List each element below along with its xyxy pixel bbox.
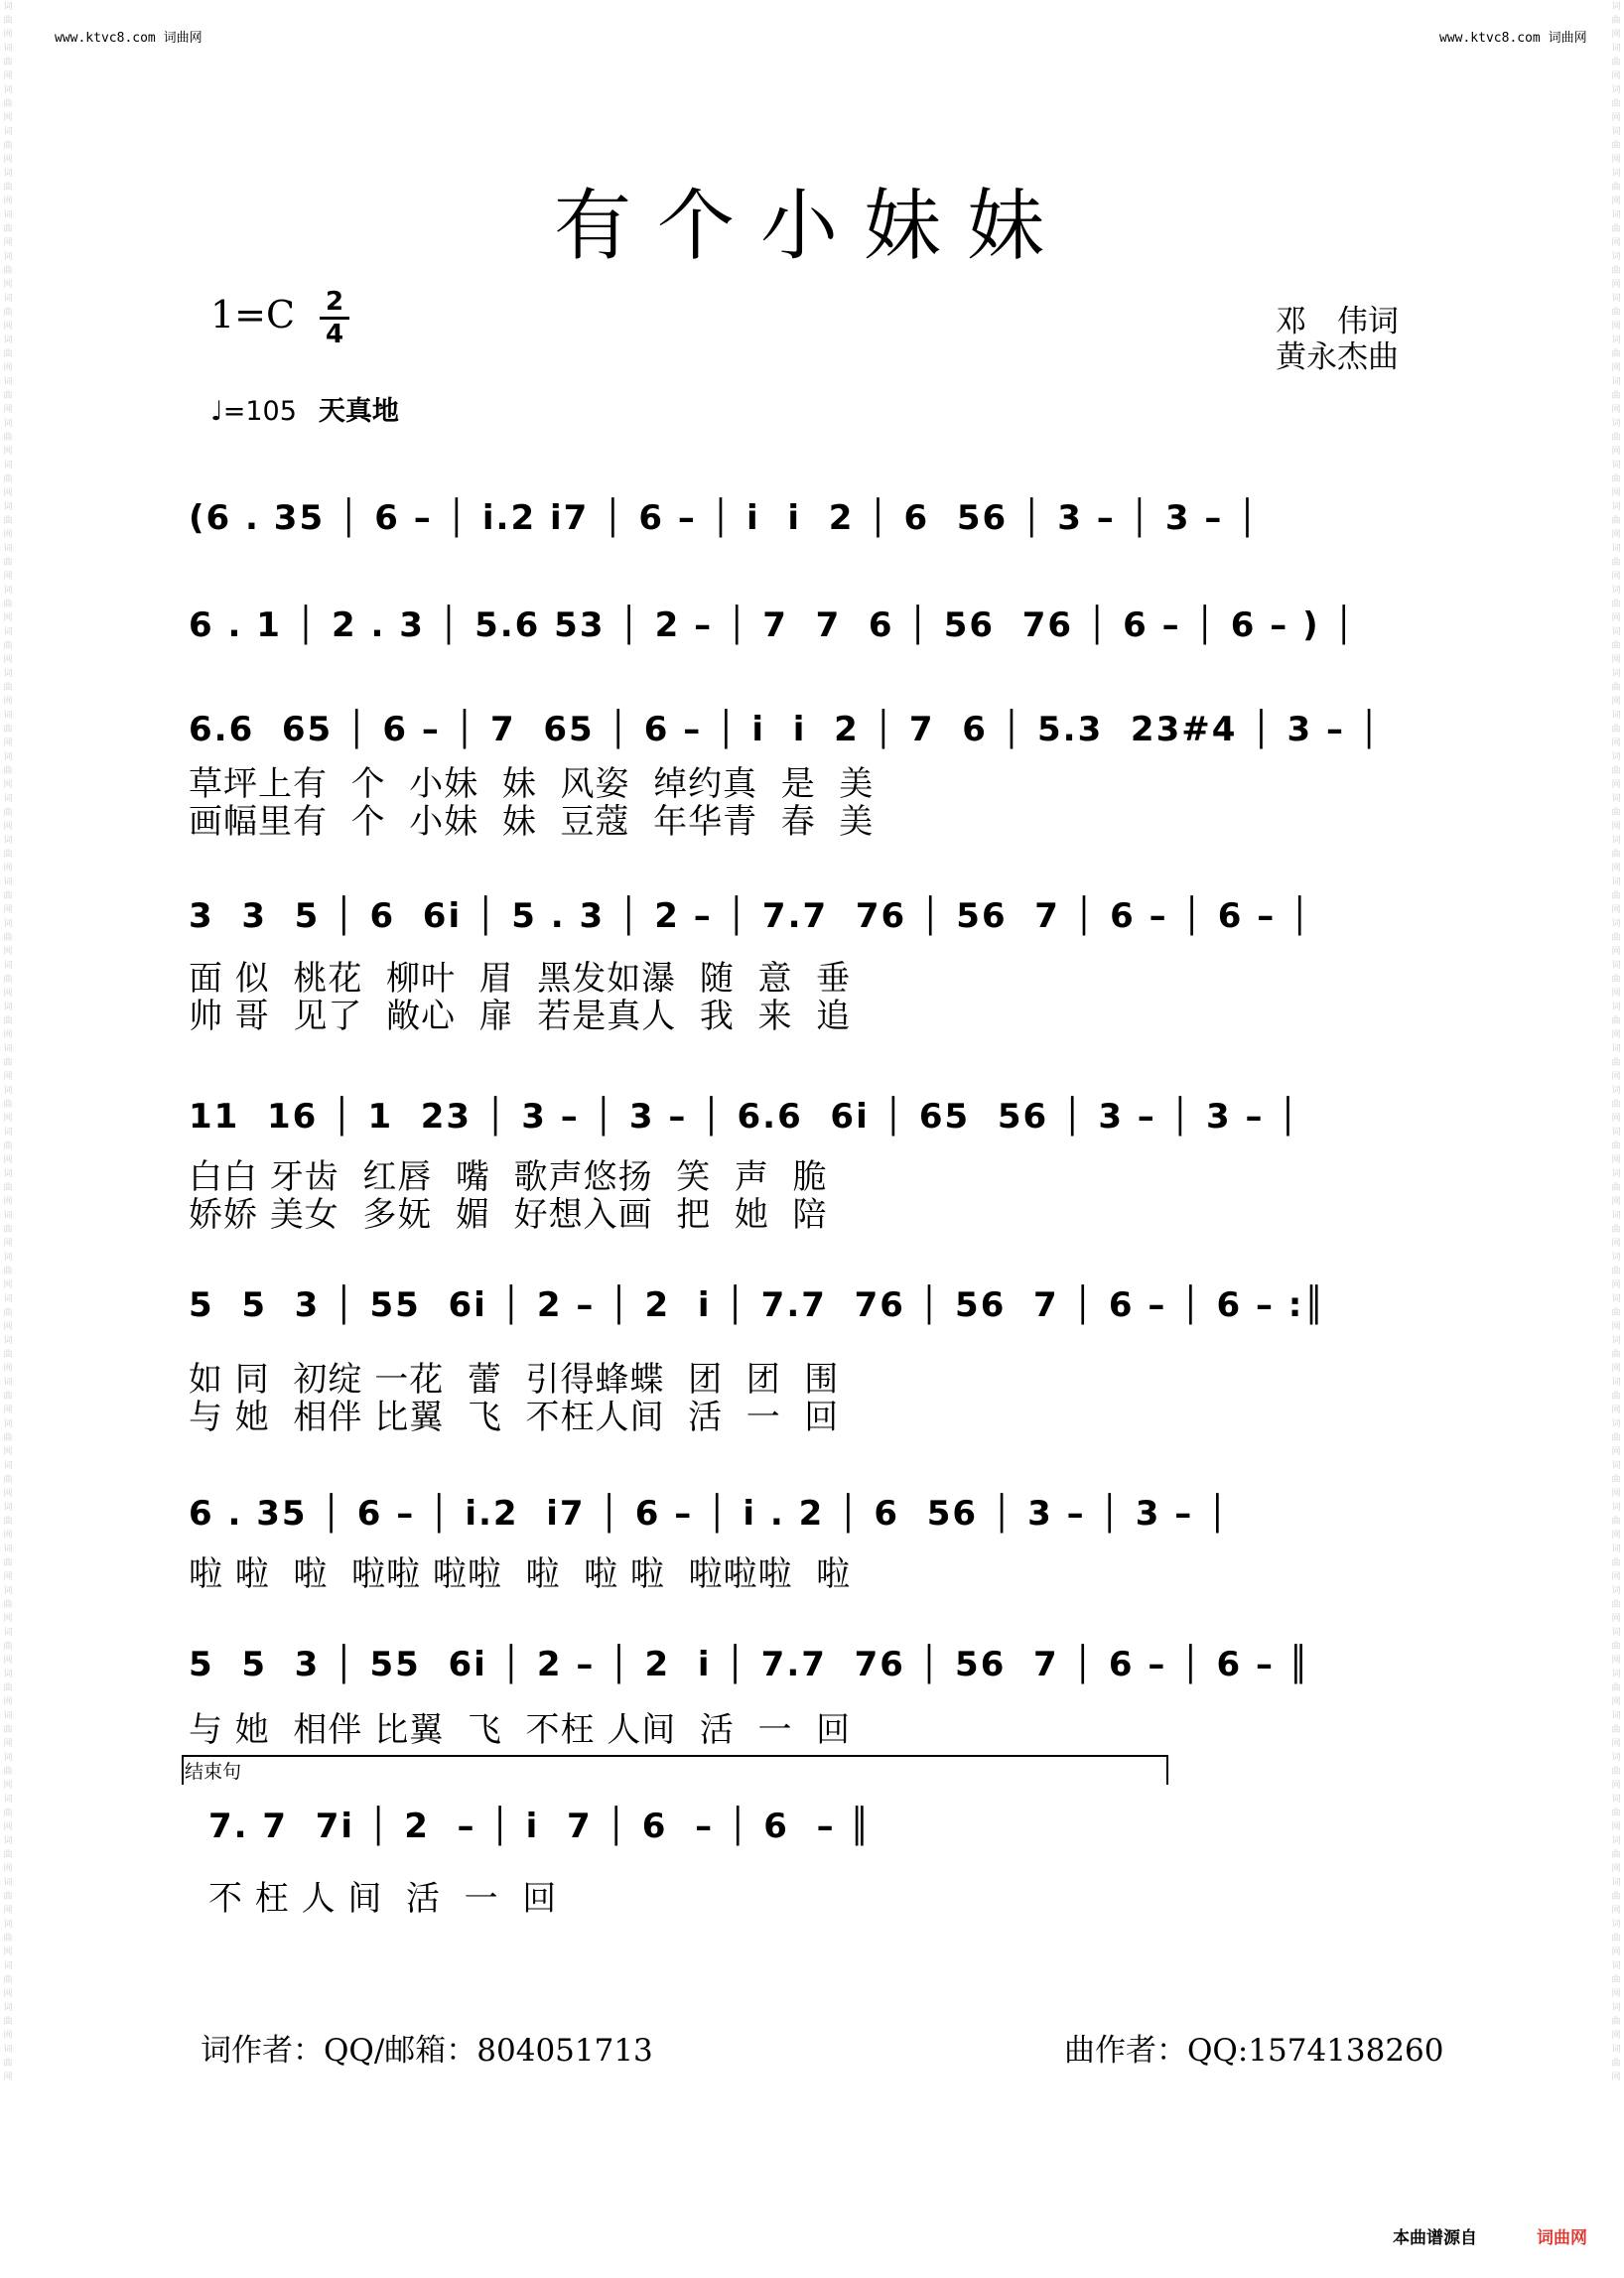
lyric-line-6b: 与 她 相伴 比翼 飞 不枉人间 活 一 回 [189, 1398, 840, 1437]
lyric-line-9a: 不 枉 人 间 活 一 回 [208, 1879, 558, 1919]
lyric-line-7a: 啦 啦 啦 啦啦 啦啦 啦 啦 啦 啦啦啦 啦 [189, 1554, 852, 1594]
key-signature: 1=C [210, 293, 296, 336]
tempo-marking [210, 389, 399, 428]
lyric-line-3a: 草坪上有 个 小妹 妹 风姿 绰约真 是 美 [189, 764, 875, 804]
score-line-1: (6 . 35 │ 6 – │ i.2 i7 │ 6 – │ i i 2 │ 6 56 │ 3 – │ 3 – │ [189, 498, 1260, 538]
lyric-line-4a: 面 似 桃花 柳叶 眉 黑发如瀑 随 意 垂 [189, 959, 852, 999]
tempo-value: ♩=105 [210, 396, 297, 427]
score-line-4: 3 3 5 │ 6 6i │ 5 . 3 │ 2 – │ 7.7 76 │ 56 7 │ 6 – │ 6 – │ [189, 896, 1312, 936]
time-signature-top: 2 [325, 287, 344, 317]
lyric-line-6a: 如 同 初绽 一花 蕾 引得蜂蝶 团 团 围 [189, 1360, 840, 1400]
time-signature-bottom: 4 [325, 320, 344, 349]
time-signature [320, 288, 349, 348]
score-line-9: 7. 7 7i │ 2 – │ i 7 │ 6 – │ 6 – ║ [208, 1807, 872, 1846]
score-line-6: 5 5 3 │ 55 6i │ 2 – │ 2 i │ 7.7 76 │ 56 7 │ 6 – │ 6 – :║ [189, 1285, 1326, 1325]
lyric-line-8a: 与 她 相伴 比翼 飞 不枉 人间 活 一 回 [189, 1710, 852, 1750]
lyricist-contact: 词作者：QQ/邮箱：804051713 [201, 2033, 653, 2069]
score-line-5: 11 16 │ 1 23 │ 3 – │ 3 – │ 6.6 6i │ 65 56 │ 3 – │ 3 – │ [189, 1097, 1300, 1137]
composer-credit: 黄永杰曲 [1276, 339, 1399, 375]
score-line-8: 5 5 3 │ 55 6i │ 2 – │ 2 i │ 7.7 76 │ 56 7 │ 6 – │ 6 – ║ [189, 1645, 1311, 1684]
score-line-7: 6 . 35 │ 6 – │ i.2 i7 │ 6 – │ i . 2 │ 6 56 │ 3 – │ 3 – │ [189, 1494, 1230, 1534]
page-title: 有个小妹妹 [553, 182, 1070, 271]
ending-bracket [182, 1755, 1168, 1785]
lyricist-credit: 邓 伟词 [1276, 304, 1399, 339]
lyric-line-3b: 画幅里有 个 小妹 妹 豆蔻 年华青 春 美 [189, 802, 875, 842]
score-line-2: 6 . 1 │ 2 . 3 │ 5.6 53 │ 2 – │ 7 7 6 │ 56 76 │ 6 – │ 6 – ) │ [189, 605, 1356, 645]
expression-marking: 天真地 [318, 396, 399, 427]
watermark-strip-right: 词曲网词曲网词曲网词曲网词曲网词曲网词曲网词曲网词曲网词曲网词曲网词曲网词曲网词曲网词曲网词曲网词曲网词曲网词曲网词曲网词曲网词曲网词曲网词曲网词曲网词曲网词曲网词曲网词曲网词曲网词曲网词曲网词曲网词曲网词曲网词曲网词曲网词曲网词曲网词曲网词曲网词曲网词曲网词曲网词曲网词曲网词曲网词曲网词曲网词曲网 [1611, 2, 1621, 2082]
lyric-line-5a: 白白 牙齿 红唇 嘴 歌声悠扬 笑 声 脆 [189, 1157, 828, 1197]
lyric-line-5b: 娇娇 美女 多妩 媚 好想入画 把 她 陪 [189, 1195, 828, 1235]
composer-contact: 曲作者：QQ:1574138260 [1064, 2033, 1444, 2069]
source-label: 本曲谱源自 [1393, 2228, 1477, 2248]
site-watermark-left: www.ktvc8.com 词曲网 [55, 31, 203, 46]
score-line-3: 6.6 65 │ 6 – │ 7 65 │ 6 – │ i i 2 │ 7 6 │ 5.3 23#4 │ 3 – │ [189, 710, 1382, 749]
lyric-line-4b: 帅 哥 见了 敞心 扉 若是真人 我 来 追 [189, 997, 852, 1036]
ending-label: 结束句 [185, 1761, 242, 1783]
site-watermark-right: www.ktvc8.com 词曲网 [1439, 31, 1587, 46]
source-brand: 词曲网 [1537, 2228, 1587, 2248]
watermark-strip-left: 词曲网词曲网词曲网词曲网词曲网词曲网词曲网词曲网词曲网词曲网词曲网词曲网词曲网词曲网词曲网词曲网词曲网词曲网词曲网词曲网词曲网词曲网词曲网词曲网词曲网词曲网词曲网词曲网词曲网词曲网词曲网词曲网词曲网词曲网词曲网词曲网词曲网词曲网词曲网词曲网词曲网词曲网词曲网词曲网词曲网词曲网词曲网词曲网词曲网词曲网 [3, 2, 13, 2082]
